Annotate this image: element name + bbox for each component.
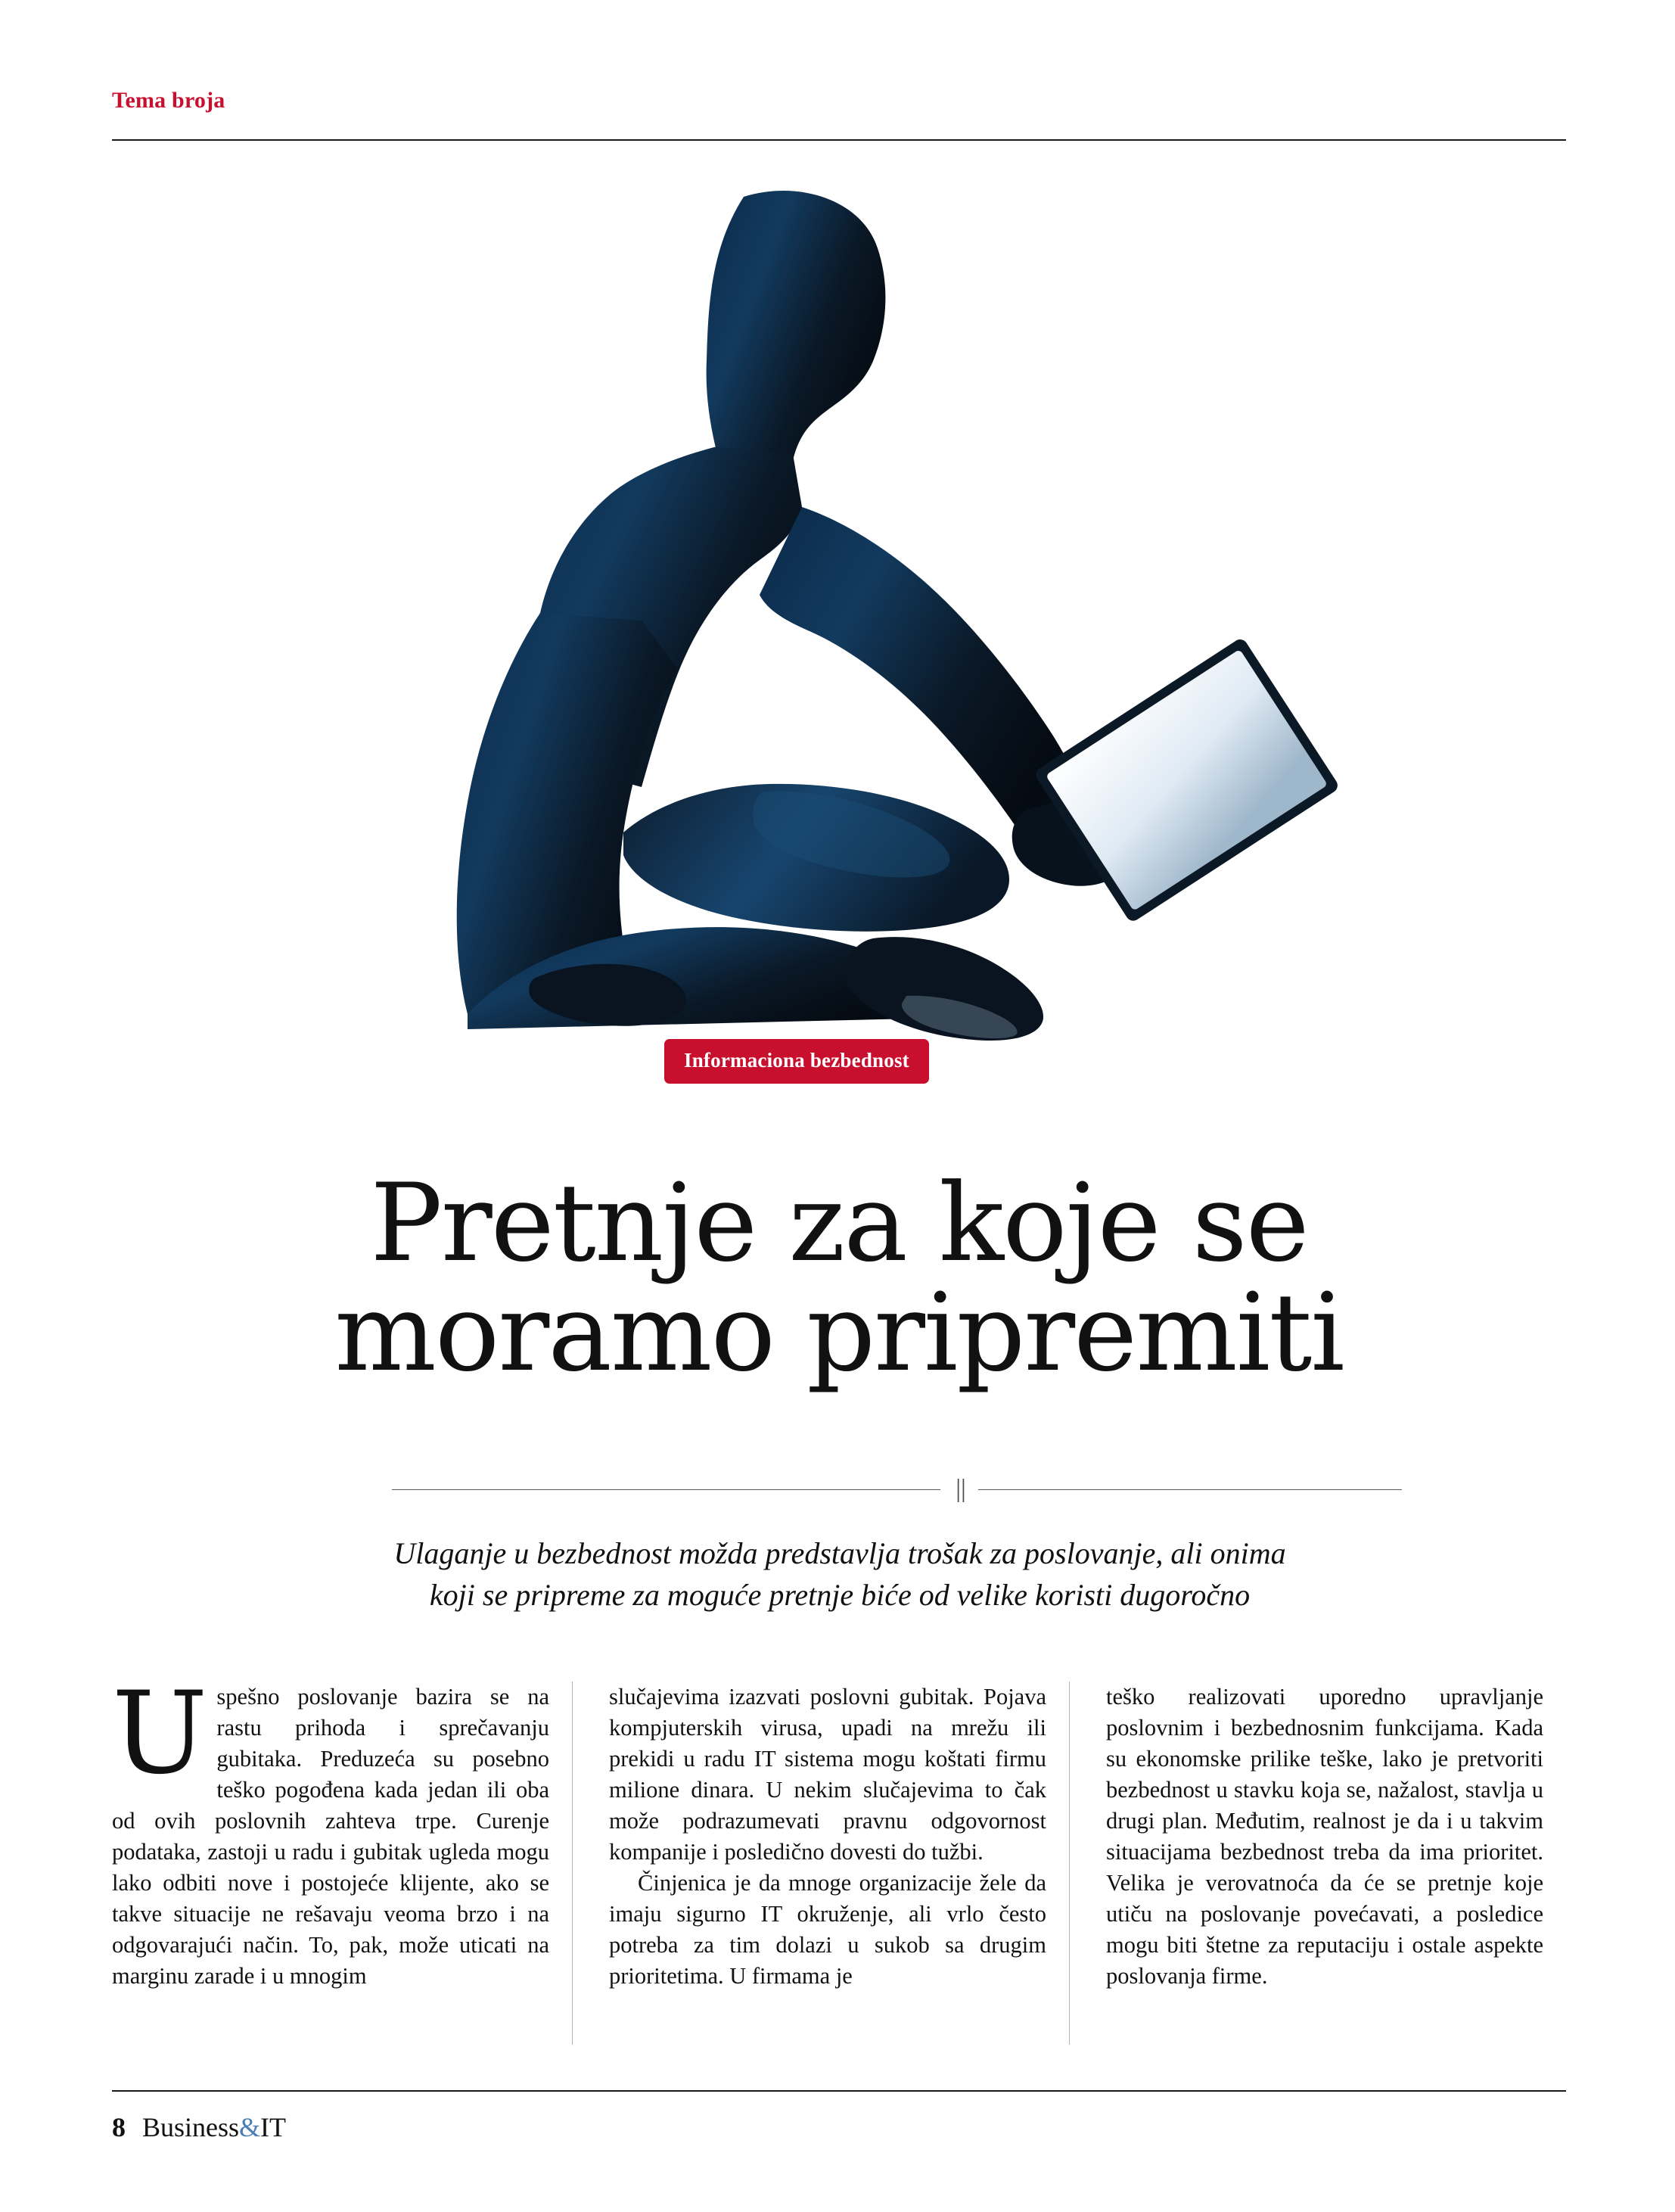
standfirst-line-2: koji se pripreme za moguće pretnje biće od velike koristi dugoročno <box>429 1578 1251 1613</box>
status-badge: Informaciona bezbednost <box>664 1039 929 1084</box>
body-paragraph <box>112 1668 549 1992</box>
title-divider <box>112 1475 1566 1503</box>
silhouette-illustration <box>112 151 1566 1082</box>
masthead-ampersand: & <box>239 2112 261 2142</box>
body-paragraph: Činjenica je da mnoge organizacije žele da imaju sigurno IT okruženje, ali vrlo često potreba za tim dolazi u sukob sa drugim prioritetima. U firmama je <box>609 1870 1046 1990</box>
divider-line-left <box>392 1489 940 1490</box>
divider-line-right <box>978 1489 1402 1490</box>
footer-divider-rule <box>112 2090 1566 2092</box>
page-header <box>112 89 1566 112</box>
drop-cap: U <box>112 1668 208 1800</box>
hero-image <box>112 151 1566 1082</box>
body-column-2 <box>572 1682 1069 2045</box>
header-divider-rule <box>112 139 1566 141</box>
divider-glyph: || <box>956 1475 966 1503</box>
masthead-post: IT <box>260 2112 287 2142</box>
body-paragraph: slučajevima izazvati poslovni gubitak. Pojava kompjuterskih virusa, upadi na mrežu ili prekidi u radu IT sistema mogu koštati firmu milione dinara. U nekim slučajevima to čak može podrazumevati pravnu odgovornost kompanije i posledično dovesti do tužbi. <box>609 1684 1046 1865</box>
page-footer <box>112 2111 1566 2143</box>
body-column-3 <box>1069 1682 1566 2045</box>
page-title-line-1: Pretnje za koje se <box>370 1161 1308 1286</box>
masthead <box>142 2111 286 2143</box>
article-body <box>112 1668 1566 2045</box>
standfirst <box>265 1532 1415 1616</box>
page-title <box>112 1161 1566 1395</box>
body-column-1-text: spešno poslovanje bazira se na rastu prihoda i sprečavanju gubitaka. Preduzeća su posebno teško pogođena kada jedan ili oba od ovih poslovnih zahteva trpe. Curenje podataka, zastoji u radu i gubitak ugleda mogu lako odbiti nove i postojeće klijente, ako se takve situacije ne rešavaju veoma brzo i na odgovarajući način. To, pak, može uticati na marginu zarade i u mnogim <box>112 1684 549 1990</box>
body-column-1 <box>112 1668 572 2045</box>
section-kicker: Tema broja <box>112 88 225 113</box>
standfirst-line-1: Ulaganje u bezbednost možda predstavlja trošak za poslovanje, ali onima <box>393 1536 1286 1570</box>
body-paragraph: teško realizovati uporedno upravljanje poslovnim i bezbednosnim funkcijama. Kada su ekonomske prilike teške, lako je pretvoriti bezbednost u stavku koja se, nažalost, stavlja u drugi plan. Međutim, realnost je da i u takvim situacijama bezbednost treba da ima prioritet. Velika je verovatnoća da će se pretnje koje utiču na poslovanje povećavati, a posledice mogu biti štetne za reputaciju i ostale aspekte poslovanja firme. <box>1106 1684 1543 1990</box>
page-number: 8 <box>112 2112 126 2142</box>
masthead-pre: Business <box>142 2112 240 2142</box>
page-title-line-2: moramo pripremiti <box>334 1270 1344 1395</box>
